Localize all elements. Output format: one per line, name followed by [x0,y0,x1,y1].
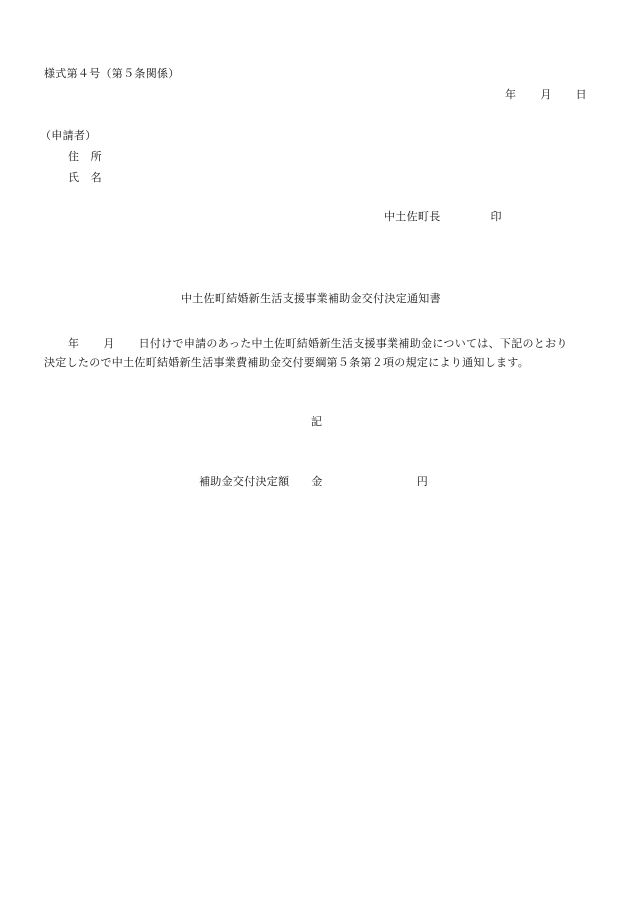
applicant-label: （申請者） [40,129,97,142]
body-year-label: 年 [68,337,80,350]
issuer-title: 中土佐町長 [384,210,441,223]
body-paragraph [44,334,589,372]
date-day-label: 日 [575,88,587,101]
amount-unit: 円 [416,475,429,488]
amount-line [199,476,428,487]
seal-mark: 印 [490,210,502,223]
date-year-label: 年 [505,88,517,101]
body-line-1 [44,334,589,353]
document-title: 中土佐町結婚新生活支援事業補助金交付決定通知書 [181,292,441,305]
ki-heading: 記 [311,415,323,428]
amount-label: 補助金交付決定額 [199,475,290,488]
date-month-label: 月 [540,88,552,101]
amount-prefix: 金 [311,475,323,488]
address-label: 住 所 [68,150,102,163]
body-line-1-text: 日付けで申請のあった中土佐町結婚新生活支援事業補助金については、下記のとおり [138,337,568,350]
body-month-label: 月 [103,337,115,350]
date-line [505,89,587,100]
form-number: 様式第４号（第５条関係） [44,67,180,80]
issuer-line [384,211,502,222]
name-label: 氏 名 [68,171,102,184]
body-line-2: 決定したので中土佐町結婚新生活事業費補助金交付要綱第５条第２項の規定により通知します。 [44,356,530,369]
